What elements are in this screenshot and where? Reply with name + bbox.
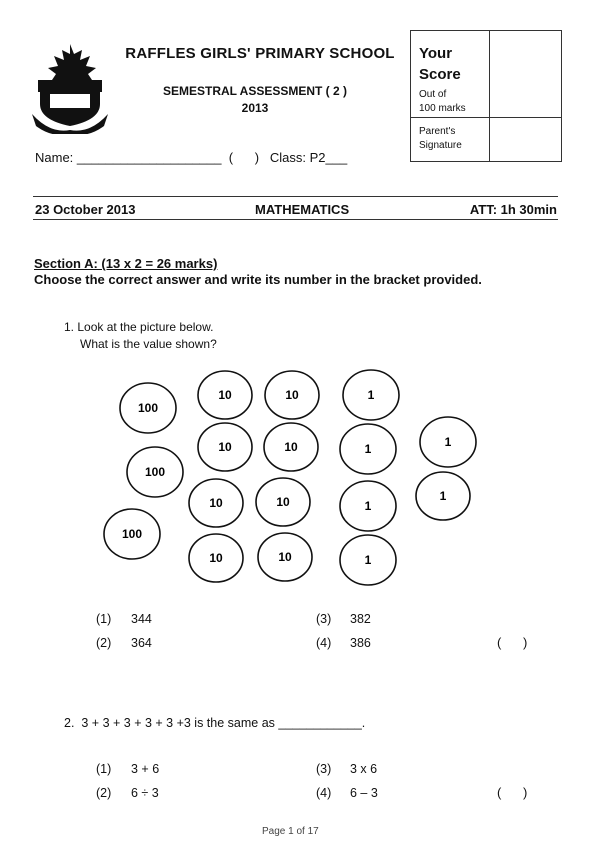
coin-label: 100 bbox=[137, 401, 159, 415]
assessment-title: SEMESTRAL ASSESSMENT ( 2 ) bbox=[162, 84, 348, 98]
score-label: Score bbox=[419, 66, 461, 83]
option-number: (3) bbox=[316, 612, 332, 626]
page-footer: Page 1 of 17 bbox=[262, 826, 319, 837]
coin-label: 1 bbox=[439, 489, 447, 503]
option-value: 382 bbox=[350, 612, 371, 626]
score-box-divider bbox=[489, 31, 490, 161]
coin-10 bbox=[265, 371, 319, 419]
coin-label: 1 bbox=[444, 435, 452, 449]
exam-duration: ATT: 1h 30min bbox=[469, 202, 557, 217]
coin-1 bbox=[340, 424, 396, 474]
coin-100 bbox=[127, 447, 183, 497]
parent-signature-label: Signature bbox=[419, 140, 462, 151]
school-crest-logo bbox=[30, 42, 110, 134]
coin-label: 1 bbox=[364, 442, 372, 456]
parent-signature-label: Parent's bbox=[419, 126, 456, 137]
coin-label: 1 bbox=[364, 499, 372, 513]
coin-1 bbox=[416, 472, 470, 520]
option-value: 6 – 3 bbox=[350, 786, 378, 800]
option-number: (2) bbox=[96, 636, 112, 650]
option-number: (4) bbox=[316, 786, 332, 800]
coin-label: 10 bbox=[278, 550, 292, 564]
coin-label: 10 bbox=[284, 440, 298, 454]
coin-label: 10 bbox=[209, 551, 223, 565]
coin-10 bbox=[189, 479, 243, 527]
coin-label: 1 bbox=[364, 553, 372, 567]
exam-subject: MATHEMATICS bbox=[255, 202, 350, 217]
question-1-text: 1. Look at the picture below. bbox=[64, 320, 214, 334]
coin-1 bbox=[340, 535, 396, 585]
coin-label: 10 bbox=[209, 496, 223, 510]
coin-1 bbox=[343, 370, 399, 420]
coin-label: 10 bbox=[218, 388, 232, 402]
name-class-line: Name: ____________________ ( ) Class: P2___ bbox=[35, 150, 348, 165]
option-value: 3 x 6 bbox=[350, 762, 378, 776]
score-box-divider bbox=[411, 117, 561, 118]
section-instruction: Choose the correct answer and write its number in the bracket provided. bbox=[34, 272, 482, 287]
divider bbox=[33, 196, 558, 197]
assessment-year: 2013 bbox=[241, 101, 269, 115]
question-1-subtext: What is the value shown? bbox=[80, 337, 217, 351]
coin-label: 10 bbox=[285, 388, 299, 402]
exam-date: 23 October 2013 bbox=[35, 202, 136, 217]
svg-text:RGPS: RGPS bbox=[62, 126, 78, 132]
option-value: 3 + 6 bbox=[131, 762, 160, 776]
coin-10 bbox=[258, 533, 312, 581]
coin-1 bbox=[340, 481, 396, 531]
score-box bbox=[410, 30, 562, 162]
coin-10 bbox=[189, 534, 243, 582]
divider bbox=[33, 219, 558, 220]
out-of-label: Out of bbox=[419, 89, 447, 100]
coin-10 bbox=[256, 478, 310, 526]
option-number: (4) bbox=[316, 636, 332, 650]
coin-label: 100 bbox=[144, 465, 166, 479]
score-label: Your bbox=[419, 45, 453, 62]
total-marks-label: 100 marks bbox=[419, 103, 466, 114]
option-value: 386 bbox=[350, 636, 371, 650]
answer-bracket[interactable]: ( ) bbox=[497, 785, 528, 800]
school-name: RAFFLES GIRLS' PRIMARY SCHOOL bbox=[125, 45, 395, 62]
option-value: 344 bbox=[131, 612, 152, 626]
coin-label: 100 bbox=[121, 527, 143, 541]
option-value: 364 bbox=[131, 636, 152, 650]
option-number: (1) bbox=[96, 762, 112, 776]
option-number: (2) bbox=[96, 786, 112, 800]
option-value: 6 ÷ 3 bbox=[131, 786, 159, 800]
coin-10 bbox=[264, 423, 318, 471]
answer-bracket[interactable]: ( ) bbox=[497, 635, 528, 650]
option-number: (1) bbox=[96, 612, 112, 626]
option-number: (3) bbox=[316, 762, 332, 776]
coin-10 bbox=[198, 423, 252, 471]
coin-1 bbox=[420, 417, 476, 467]
coin-label: 10 bbox=[218, 440, 232, 454]
coin-100 bbox=[104, 509, 160, 559]
section-title: Section A: (13 x 2 = 26 marks) bbox=[34, 256, 218, 271]
coin-100 bbox=[120, 383, 176, 433]
coin-10 bbox=[198, 371, 252, 419]
question-2-text: 2. 3 + 3 + 3 + 3 + 3 +3 is the same as ____________. bbox=[64, 716, 366, 730]
coin-label: 10 bbox=[276, 495, 290, 509]
coin-label: 1 bbox=[367, 388, 375, 402]
